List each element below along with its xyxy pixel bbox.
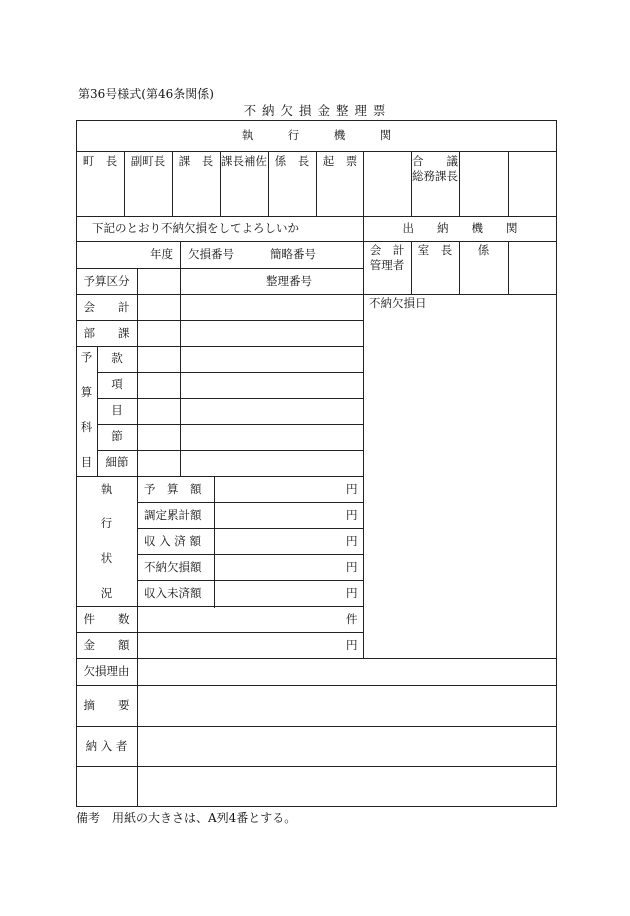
summary-label: 摘 要	[83, 698, 130, 712]
approver-drafter: 起 票	[322, 154, 358, 168]
budget-item-kan: 款	[111, 351, 123, 365]
budget-division-label: 予算区分	[83, 274, 130, 288]
deficit-date-label: 不納欠損日	[369, 296, 427, 310]
amount-unit: 円	[346, 638, 358, 652]
execution-status-v4: 況	[100, 586, 113, 600]
budget-item-v2: 算	[80, 385, 93, 399]
budget-item-v1: 予	[80, 350, 93, 364]
budget-item-setsu: 節	[111, 429, 123, 443]
cashier-office-head: 室 長	[417, 243, 453, 257]
short-number-label: 簡略番号	[270, 247, 316, 261]
approver-unit-chief: 係 長	[274, 154, 310, 168]
cashier-agency-header: 出 納 機 関	[402, 221, 518, 235]
amount-label: 金 額	[83, 638, 130, 652]
budget-item-saisetsu: 細節	[105, 455, 129, 469]
status-row-unit: 円	[346, 508, 358, 522]
approver-council: 合 議	[412, 154, 458, 168]
approver-section-chief: 課 長	[178, 154, 214, 168]
deficit-number-label: 欠損番号	[188, 247, 234, 261]
status-row-label: 収 入 済 額	[144, 534, 201, 548]
approver-deputy-head: 副町長	[130, 154, 166, 168]
footer-note: 備考 用紙の大きさは、A列4番とする。	[76, 811, 297, 825]
cashier-manager-line1: 会 計	[369, 243, 405, 257]
department-label: 部 課	[83, 326, 130, 340]
execution-status-v3: 状	[100, 551, 113, 565]
cashier-staff: 係	[477, 243, 490, 257]
form-number: 第36号様式(第46条関係)	[78, 87, 214, 101]
request-statement: 下記のとおり不納欠損をしてよろしいか	[92, 221, 299, 235]
reason-label: 欠損理由	[83, 664, 130, 678]
execution-status-v1: 執	[100, 482, 113, 496]
count-label: 件 数	[83, 612, 130, 626]
status-row-unit: 円	[346, 534, 358, 548]
approver-assistant-chief: 課長補佐	[221, 154, 267, 168]
budget-item-v3: 科	[80, 420, 93, 434]
budget-item-v4: 目	[80, 455, 93, 469]
form-title: 不 納 欠 損 金 整 理 票	[243, 103, 387, 118]
account-label: 会 計	[83, 300, 130, 314]
status-row-unit: 円	[346, 560, 358, 574]
status-row-label: 収入未済額	[144, 586, 202, 600]
fiscal-year-label: 年度	[150, 247, 173, 261]
ledger-number-label: 整理番号	[266, 274, 312, 288]
execution-status-v2: 行	[100, 516, 113, 530]
status-row-unit: 円	[346, 586, 358, 600]
approver-town-head: 町 長	[82, 154, 118, 168]
status-row-label: 調定累計額	[144, 508, 202, 522]
count-unit: 件	[346, 612, 358, 626]
budget-item-moku: 目	[111, 403, 123, 417]
approver-general-affairs-chief: 総務課長	[412, 169, 458, 183]
payer-label: 納 入 者	[85, 739, 128, 753]
budget-item-kou: 項	[111, 377, 123, 391]
status-row-label: 不納欠損額	[144, 560, 202, 574]
executing-agency-header: 執 行 機 関	[241, 128, 392, 142]
status-row-label: 予 算 額	[144, 482, 202, 496]
cashier-manager-line2: 管理者	[369, 258, 405, 272]
status-row-unit: 円	[346, 482, 358, 496]
